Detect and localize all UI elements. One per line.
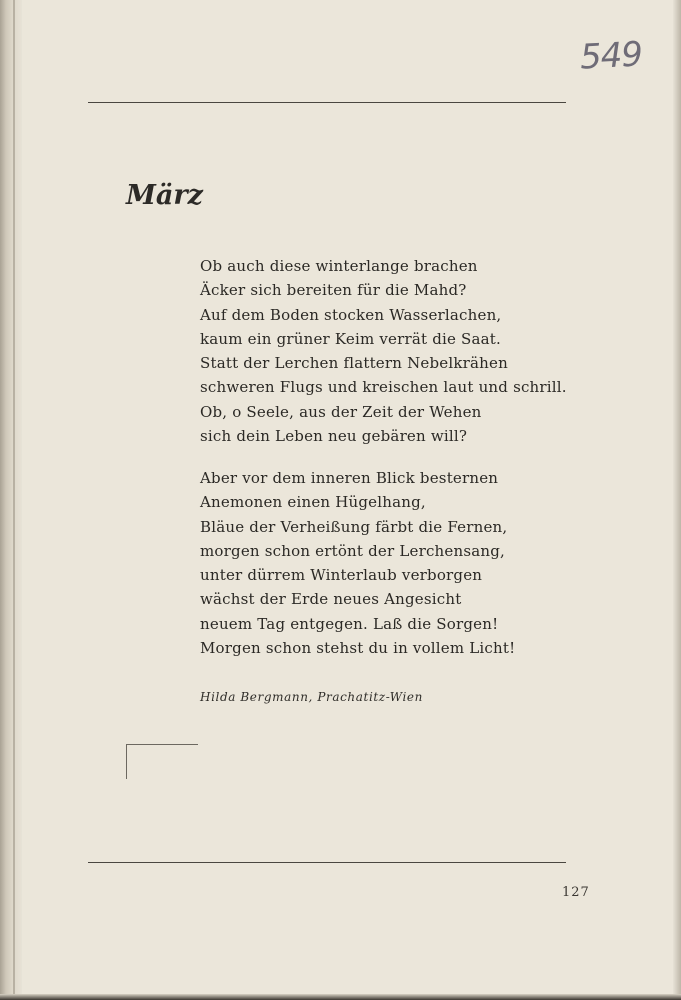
bottom-rule <box>88 862 566 863</box>
verse-line: Statt der Lerchen flattern Nebelkrähen <box>200 354 508 373</box>
page-number: 127 <box>562 885 590 900</box>
verse-line: Auf dem Boden stocken Wasserlachen, <box>200 305 502 324</box>
verse-line: wächst der Erde neues Angesicht <box>200 590 462 609</box>
verse-line: Äcker sich bereiten für die Mahd? <box>200 281 467 300</box>
verse-line: Ob auch diese winterlange brachen <box>200 257 478 275</box>
verse-line: kaum ein grüner Keim verrät die Saat. <box>200 329 501 348</box>
verse-line: morgen schon ertönt der Lerchensang, <box>200 541 506 560</box>
verse-line: Ob, o Seele, aus der Zeit der Wehen <box>200 402 482 421</box>
verse-line: Aber vor dem inneren Blick besternen <box>200 469 499 487</box>
spine-line <box>13 0 15 1000</box>
stanza-2 <box>200 466 515 660</box>
spine-shadow <box>0 0 22 1000</box>
verse-line: unter dürrem Winterlaub verborgen <box>200 566 483 585</box>
page-right-edge <box>673 0 681 1000</box>
page-bottom-edge <box>0 994 681 1000</box>
corner-mark-horizontal <box>126 744 198 745</box>
top-rule <box>88 102 566 103</box>
verse-line: schweren Flugs und kreischen laut und schrill. <box>200 378 567 397</box>
verse-line: Bläue der Verheißung färbt die Fernen, <box>200 517 508 536</box>
verse-line: neuem Tag entgegen. Laß die Sorgen! <box>200 614 499 633</box>
poem-title: März <box>126 180 203 211</box>
verse-line: Anemonen einen Hügelhang, <box>200 493 426 512</box>
verse-line: Morgen schon stehst du in vollem Licht! <box>200 639 516 658</box>
poem-author: Hilda Bergmann, Prachatitz-Wien <box>200 690 423 704</box>
handwritten-catalog-number: 549 <box>578 34 643 78</box>
stanza-1 <box>200 254 567 448</box>
corner-mark-vertical <box>126 744 127 779</box>
verse-line: sich dein Leben neu gebären will? <box>200 427 468 446</box>
